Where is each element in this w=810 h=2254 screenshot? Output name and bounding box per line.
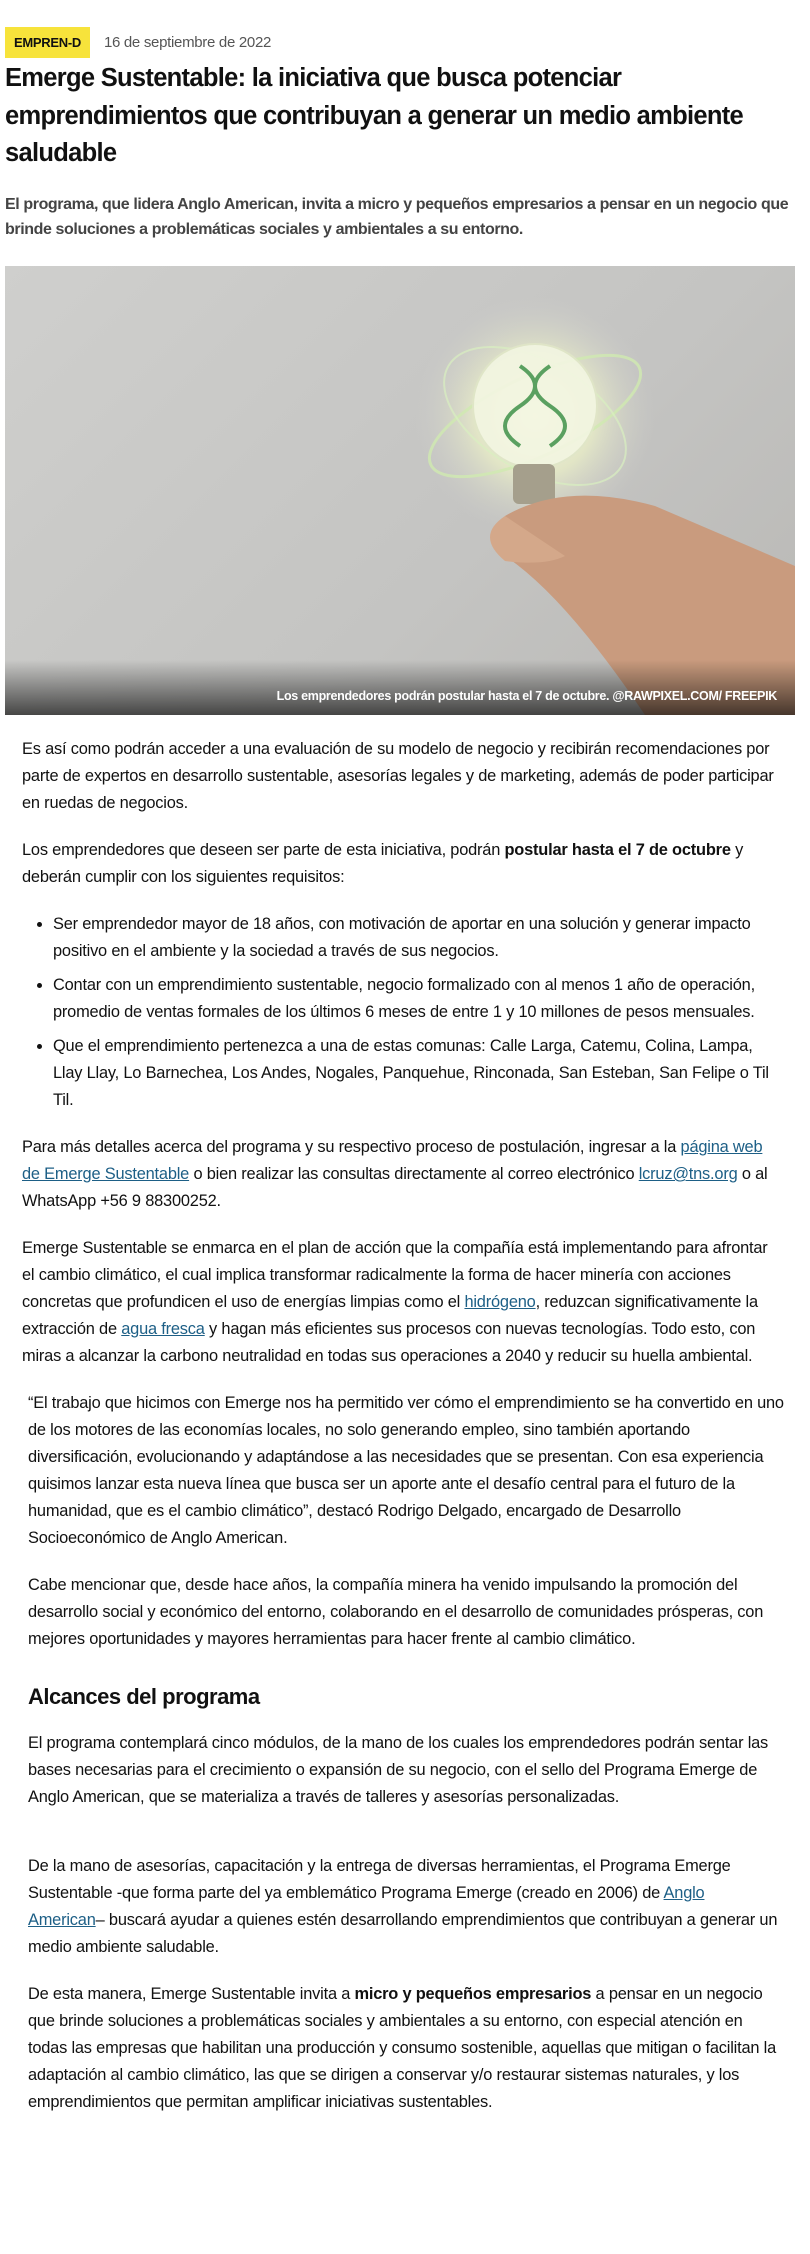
text: Los emprendedores que deseen ser parte de esta iniciativa, podrán [22,841,505,859]
lightbulb-hand-illustration [5,266,795,715]
text: y hagan más eficientes sus procesos con nuevas tecnologías. Todo esto, con miras a alcanzar la carbono neutralidad en todas sus operaciones a 2040 y reducir su huella ambiental. [22,1320,756,1365]
paragraph: El programa contemplará cinco módulos, de la mano de los cuales los emprendedores podrán sentar las bases necesarias para el crecimiento o expansión de su negocio, con el sello del Programa Emerge de Anglo American, que se materializa a través de talleres y asesorías personalizadas. [28,1734,769,1806]
text: y deberán cumplir con los siguientes requisitos: [22,841,744,886]
publish-date: 16 de septiembre de 2022 [103,34,272,51]
paragraph: Cabe mencionar que, desde hace años, la compañía minera ha venido impulsando la promoción del desarrollo social y económico del entorno, colaborando en el desarrollo de comunidades prósperas, con mejores oportunidades y mayores herramientas para hacer frente al cambio climático. [28,1576,764,1648]
text: a pensar en un negocio que brinde soluciones a problemáticas sociales y ambientales a su entorno, con especial atención en todas las empresas que habilitan una producción y consumo sostenible, aquellas que mitigan o facilitan la adaptación al cambio climático, las que se dirigen a conservar y/o restaurar sistemas naturales, y los emprendimientos que permitan amplificar iniciativas sustentables. [28,1985,777,2111]
article-meta [5,27,271,58]
section-heading: Alcances del programa [28,1684,260,1709]
category-badge[interactable]: EMPREN-D [5,27,90,58]
paragraph [22,1981,784,2116]
text: De la mano de asesorías, capacitación y la entrega de diversas herramientas, el Programa Emerge Sustentable -que forma parte del ya emblemático Programa Emerge (creado en 2006) de [28,1857,731,1902]
list-item: • Contar con un emprendimiento sustentable, negocio formalizado con al menos 1 año de operación, promedio de ventas formales de los últimos 6 meses de entre 1 y 10 millones de pesos mensuales. [53,972,784,1026]
paragraph [22,1235,784,1370]
list-item: • Que el emprendimiento pertenezca a una de estas comunas: Calle Larga, Catemu, Colina, Lampa, Llay Llay, Lo Barnechea, Los Andes, Nogales, Panquehue, Rinconada, San Esteban, San Felipe o Til Til. [53,1033,784,1114]
agua-fresca-link[interactable]: agua fresca [121,1320,205,1338]
requirements-list [22,911,784,1114]
list-item: • Ser emprendedor mayor de 18 años, con motivación de aportar en una solución y generar impacto positivo en el ambiente y la sociedad a través de sus negocios. [53,911,784,965]
text: – buscará ayudar a quienes estén desarrollando emprendimientos que contribuyan a generar un medio ambiente saludable. [28,1911,778,1956]
paragraph [22,1853,784,1961]
paragraph [22,1134,784,1215]
bold-text: postular hasta el 7 de octubre [504,841,731,859]
text: De esta manera, Emerge Sustentable invita a [28,1985,355,2003]
article-title: Emerge Sustentable: la iniciativa que busca potenciar emprendimientos que contribuyan a generar un medio ambiente saludable [5,64,744,167]
text: Para más detalles acerca del programa y su respectivo proceso de postulación, ingresar a la [22,1138,681,1156]
hidrogeno-link[interactable]: hidrógeno [464,1293,536,1311]
image-caption: Los emprendedores podrán postular hasta el 7 de octubre. @RAWPIXEL.COM/ FREEPIK [276,689,777,703]
hero-image [5,266,795,715]
image-caption-overlay [5,660,795,715]
quote-paragraph: “El trabajo que hicimos con Emerge nos ha permitido ver cómo el emprendimiento se ha convertido en uno de los motores de las economías locales, no solo generando empleo, sino también aportando diversificación, evolucionando y adaptándose a las necesidades que se presentan. Con esa experiencia quisimos lanzar esta nueva línea que busca ser un aporte ante el desafío central para el futuro de la humanidad, que es el cambio climático”, destacó Rodrigo Delgado, encargado de Desarrollo Socioeconómico de Anglo American. [28,1394,784,1547]
text: o bien realizar las consultas directamente al correo electrónico [189,1165,639,1183]
article-lead: El programa, que lidera Anglo American, invita a micro y pequeños empresarios a pensar en un negocio que brinde soluciones a problemáticas sociales y ambientales a su entorno. [5,196,789,238]
bold-text: micro y pequeños empresarios [354,1985,592,2003]
text: o al WhatsApp +56 9 88300252. [22,1165,768,1210]
program-website-link[interactable]: página web de Emerge Sustentable [22,1138,763,1183]
article-body [22,736,784,2136]
text: Emerge Sustentable se enmarca en el plan de acción que la compañía está implementando para afrontar el cambio climático, el cual implica transformar radicalmente la forma de hacer minería con acciones concretas que profundicen el uso de energías limpias como el [22,1239,768,1311]
text: , reduzcan significativamente la extracción de [22,1293,758,1338]
paragraph: Es así como podrán acceder a una evaluación de su modelo de negocio y recibirán recomendaciones por parte de expertos en desarrollo sustentable, asesorías legales y de marketing, además de poder participar en ruedas de negocios. [22,740,774,812]
anglo-american-link[interactable]: Anglo American [28,1884,705,1929]
paragraph [22,837,784,891]
email-link[interactable]: lcruz@tns.org [638,1165,738,1183]
